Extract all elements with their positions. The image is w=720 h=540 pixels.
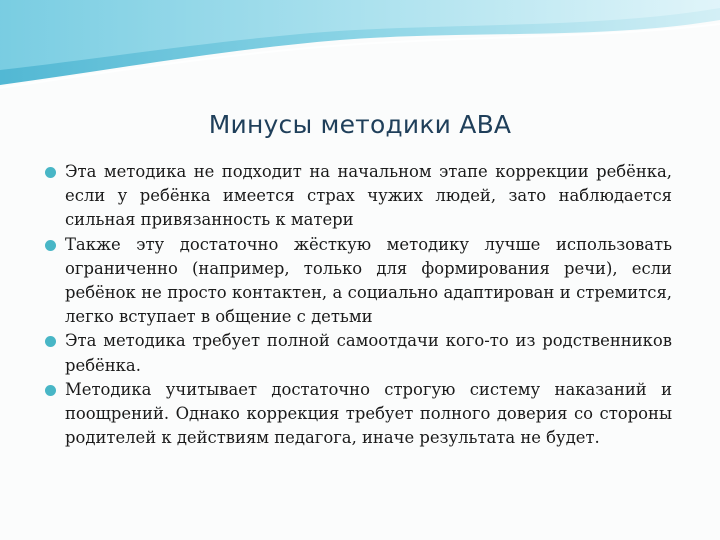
- bullet-list: [45, 160, 672, 450]
- decorative-wave-header: [0, 0, 720, 100]
- bullet-dot-icon: [45, 167, 56, 178]
- bullet-text: Эта методика требует полной самоотдачи кого-то из родственников ребёнка.: [65, 331, 672, 375]
- bullet-text: Методика учитывает достаточно строгую систему наказаний и поощрений. Однако коррекция требует полного доверия со стороны родителей к действиям педагога, иначе результата не будет.: [65, 379, 672, 448]
- bullet-item: [45, 233, 672, 330]
- bullet-dot-icon: [45, 336, 56, 347]
- bullet-dot-icon: [45, 240, 56, 251]
- bullet-item: [45, 329, 672, 377]
- bullet-item: [45, 378, 672, 451]
- bullet-item: [45, 160, 672, 233]
- bullet-text: Эта методика не подходит на начальном этапе коррекции ребёнка, если у ребёнка имеется страх чужих людей, зато наблюдается сильная привязанность к матери: [65, 162, 672, 230]
- slide-title: Минусы методики ABA: [208, 110, 512, 139]
- bullet-text: Также эту достаточно жёсткую методику лучше использовать ограниченно (например, только для формирования речи), если ребёнок не просто контактен, а социально адаптирован и стремится, легко вступает в общение с детьми: [65, 234, 672, 327]
- bullet-dot-icon: [45, 385, 56, 396]
